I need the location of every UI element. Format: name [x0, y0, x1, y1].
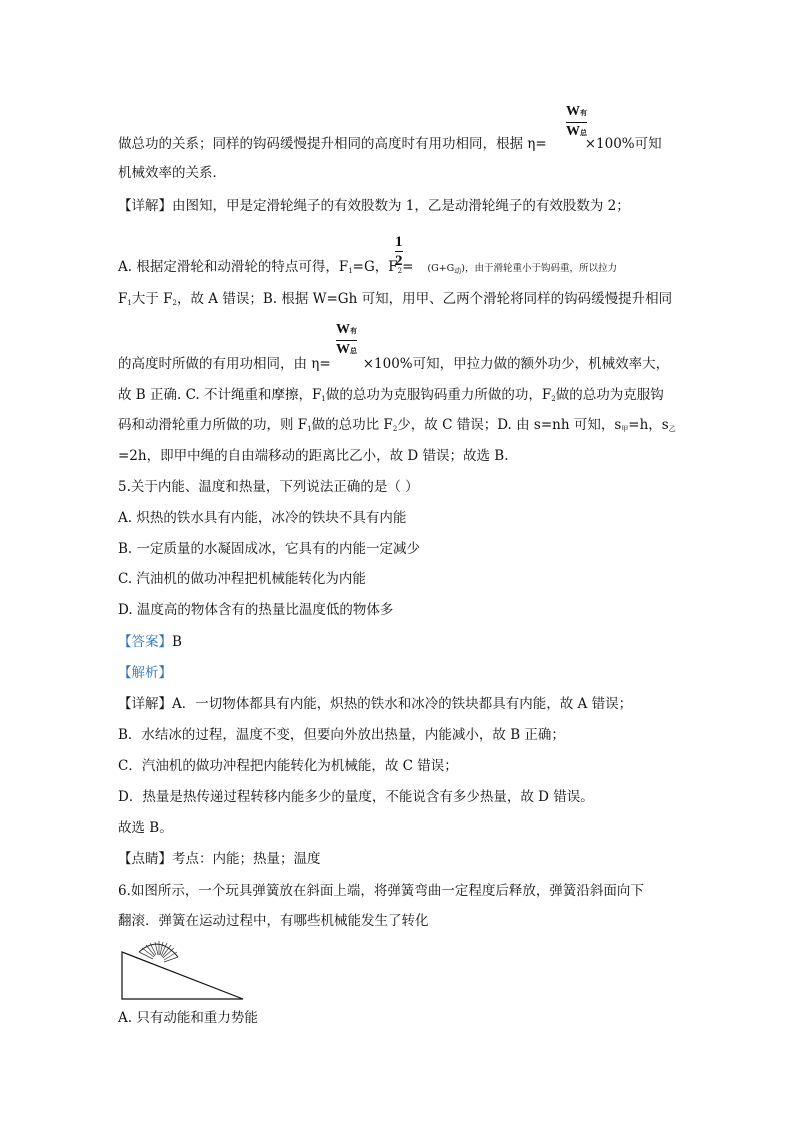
half-fraction: 1 2: [395, 234, 403, 269]
option-a: A. 只有动能和重力势能: [118, 1010, 258, 1026]
detail-line: D．热量是热传递过程转移内能多少的量度，不能说含有多少热量，故 D 错误。: [118, 789, 594, 805]
option-b: B. 一定质量的水凝固成冰，它具有的内能一定减少: [118, 541, 421, 557]
slope-spring-figure: [115, 940, 255, 1002]
incline-triangle: [122, 952, 243, 999]
analysis-heading: 【解析】: [118, 665, 172, 681]
question-stem: 5.关于内能、温度和热量，下列说法正确的是（ ）: [118, 479, 419, 495]
option-c: C. 汽油机的做功冲程把机械能转化为内能: [118, 571, 366, 587]
text-line: 码和动滑轮重力所做的功，则 $F_1$做的总功比 $F_2$少，故 C 错误；D. 由 s=nh 可知，$s_甲=h$，$s_乙$: [118, 417, 676, 433]
detail-line: 【详解】A．一切物体都具有内能，炽热的铁水和冰冷的铁块都具有内能，故 A 错误；: [118, 696, 633, 712]
text-line: 故 B 正确. C. 不计绳重和摩擦，$F_1$做的总功为克服钩码重力所做的功，$F_2$做的总功为克服钩: [118, 387, 664, 403]
text-line: 做总功的关系；同样的钩码缓慢提升相同的高度时有用功相同，根据 η= ×100%可知: [118, 136, 662, 152]
answer-line: 【答案】B: [118, 634, 182, 650]
text-line: $F_1$大于 $F_2$，故 A 错误；B. 根据 W=Gh 可知，用甲、乙两个滑轮将同样的钩码缓慢提升相同: [118, 291, 673, 307]
detail-line: C．汽油机的做功冲程把内能转化为机械能，故 C 错误；: [118, 758, 458, 774]
text-line: 的高度时所做的有用功相同，由 η= ×100%可知，甲拉力做的额外功少，机械效率大，: [118, 356, 670, 372]
spring-icon: [139, 941, 178, 962]
question-stem: 翻滚．弹簧在运动过程中，有哪些机械能发生了转化: [118, 913, 429, 929]
text-line: 【详解】由图知，甲是定滑轮绳子的有效股数为 1，乙是动滑轮绳子的有效股数为 2；: [118, 198, 630, 214]
text-line: 机械效率的关系．: [118, 165, 226, 181]
text-line: =2h，即甲中绳的自由端移动的距离比乙小，故 D 错误；故选 B.: [118, 448, 509, 464]
efficiency-fraction-2: W有 W总: [336, 322, 357, 357]
option-d: D. 温度高的物体含有的热量比温度低的物体多: [118, 602, 394, 618]
efficiency-fraction-1: W有 W总: [566, 104, 587, 139]
detail-line: B．水结冰的过程，温度不变，但要向外放出热量，内能减小，故 B 正确；: [118, 727, 565, 743]
option-a: A. 炽热的铁水具有内能，冰冷的铁块不具有内能: [118, 510, 407, 526]
text-line: A. 根据定滑轮和动滑轮的特点可得，$F_1=G$，$F_2= (G+G_动)$，由于滑轮重小于钩码重，所以拉力: [118, 259, 617, 275]
question-stem: 6.如图所示，一个玩具弹簧放在斜面上端，将弹簧弯曲一定程度后释放，弹簧沿斜面向下: [118, 883, 644, 899]
conclusion: 故选 B。: [118, 820, 173, 836]
comment-line: 【点睛】考点：内能；热量；温度: [118, 851, 321, 867]
